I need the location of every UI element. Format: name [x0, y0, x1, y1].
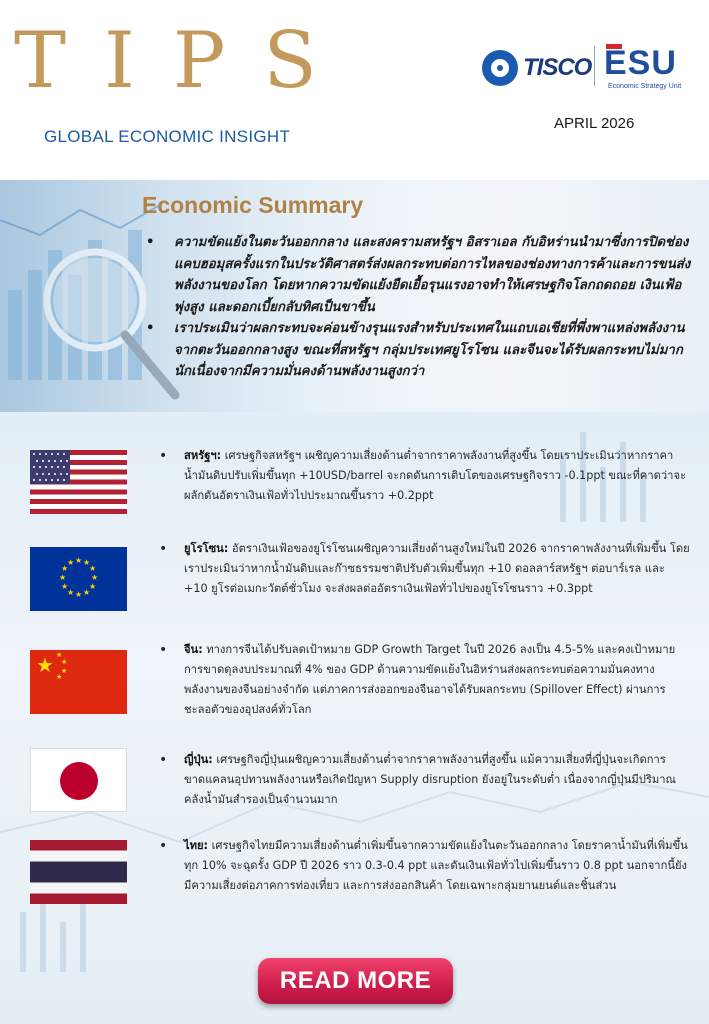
us-flag-star: [54, 473, 56, 475]
us-flag-star: [33, 453, 35, 455]
us-flag-star: [36, 460, 38, 462]
tisco-logo-icon: [482, 50, 518, 86]
partner-logos: [482, 44, 692, 90]
us-flag-star: [63, 479, 65, 481]
china-flag-icon: ★ ★ ★ ★ ★: [30, 650, 127, 714]
country-description: เศรษฐกิจไทยมีความเสี่ยงด้านต่ำเพิ่มขึ้นจากความขัดแย้งในตะวันออกกลาง โดยราคาน้ำมันที่เพิ่มขึ้นทุก 10% จะฉุดรั้ง GDP ปี 2026 ราว 0.3-0.4 ppt และดันเงินเฟ้อทั่วไปเพิ่มขึ้นราว 0.8 ppt นอกจากนี้ยังมีความเสี่ยงต่อภาคการท่องเที่ยว และการส่งออกสินค้า โดยเฉพาะกลุ่มยานยนต์และชิ้นส่วน: [184, 839, 688, 892]
esu-logo-subtitle: Economic Strategy Unit: [608, 83, 682, 90]
country-description: อัตราเงินเฟ้อของยูโรโซนเผชิญความเสี่ยงด้านสูงใหม่ในปี 2026 จากราคาพลังงานที่เพิ่มขึ้น โดยเราประเมินว่าหากน้ำมันดิบและก๊าซธรรมชาติปรับตัวเพิ่มขึ้นทุก +10 ดอลลาร์สหรัฐฯ ต่อบาร์เรล และ +10 ยูโรต่อเมกะวัตต์ชั่วโมง จะส่งผลต่ออัตราเงินเฟ้อทั่วไปของยูโรโซนราว +0.3ppt: [184, 542, 690, 595]
summary-bullet-list: [146, 232, 691, 383]
us-flag-star: [51, 453, 53, 455]
country-label: สหรัฐฯ:: [184, 449, 222, 462]
us-flag-icon: [30, 450, 127, 514]
us-flag-star: [48, 460, 50, 462]
japan-flag-icon: [30, 748, 127, 812]
brand-subtitle: GLOBAL ECONOMIC INSIGHT: [44, 127, 291, 146]
us-flag-star: [60, 473, 62, 475]
us-flag-star: [57, 453, 59, 455]
us-flag-star: [39, 453, 41, 455]
us-flag-star: [57, 479, 59, 481]
us-flag-star: [33, 466, 35, 468]
brand-title: TIPS: [14, 16, 355, 106]
bullet-dot: •: [159, 838, 168, 854]
economic-summary-section: [0, 180, 709, 412]
tisco-logo-text: TISCO: [523, 54, 592, 81]
us-flag-star: [51, 466, 53, 468]
us-flag-star: [45, 453, 47, 455]
country-description: เศรษฐกิจสหรัฐฯ เผชิญความเสี่ยงด้านต่ำจากราคาพลังงานที่สูงขึ้น โดยเราประเมินว่าหากราคาน้ำมันดิบปรับเพิ่มขึ้นทุก +10USD/barrel จะกดดันการเติบโตของเศรษฐกิจราว -0.1ppt ขณะที่คาดว่าจะผลักดันอัตราเงินเฟ้อทั่วไปประมาณขึ้นราว +0.2ppt: [184, 449, 687, 502]
summary-bullet: • ความขัดแย้งในตะวันออกกลาง และสงครามสหรัฐฯ อิสราเอล กับอิหร่านนำมาซึ่งการปิดช่องแคบฮอมุสครั้งแรกในประวัติศาสตร์ส่งผลกระทบต่อการไหลของช่องทางการค้าและการขนส่งพลังงานของโลก โดยหากความขัดแย้งยืดเยื้อรุนแรงอาจทำให้เศรษฐกิจโลกถดถอย เงินเฟ้อพุ่งสูง และดอกเบี้ยกลับทิศเป็นขาขึ้น: [146, 232, 691, 318]
us-flag-star: [39, 479, 41, 481]
japan-flag-disc: [60, 762, 98, 800]
country-description: ทางการจีนได้ปรับลดเป้าหมาย GDP Growth Target ในปี 2026 ลงเป็น 4.5-5% และคงเป้าหมายการขาดดุลงบประมาณที่ 4% ของ GDP ด้านความขัดแย้งในอิหร่านส่งผลกระทบต่อความมั่นคงทางพลังงานของจีนอย่างจำกัด แต่ภาคการส่งออกของจีนอาจได้รับผลกระทบ (Spillover Effect) ผ่านการชะลอตัวของอุปสงค์ทั่วโลก: [184, 643, 676, 716]
read-more-button[interactable]: READ MORE: [258, 958, 453, 1004]
us-flag-star: [33, 479, 35, 481]
country-label: จีน:: [184, 643, 203, 656]
us-flag-star: [48, 473, 50, 475]
header: [0, 0, 709, 180]
us-flag-star: [42, 460, 44, 462]
us-flag-star: [63, 453, 65, 455]
country-label: ญี่ปุ่น:: [184, 753, 213, 766]
us-flag-star: [36, 473, 38, 475]
country-label: ไทย:: [184, 839, 209, 852]
logo-divider: [594, 46, 595, 86]
country-description: เศรษฐกิจญี่ปุ่นเผชิญความเสี่ยงด้านต่ำจากราคาพลังงานที่สูงขึ้น แม้ความเสี่ยงที่ญี่ปุ่นจะเกิดการขาดแคลนอุปทานพลังงานหรือเกิดปัญหา Supply disruption ยังอยู่ในระดับต่ำ เนื่องจากญี่ปุ่นมีปริมาณคลังน้ำมันสำรองเป็นจำนวนมาก: [184, 753, 676, 806]
country-text-china: [159, 640, 691, 720]
country-label: ยูโรโซน:: [184, 542, 229, 555]
us-flag-star: [57, 466, 59, 468]
eu-flag-icon: ★ ★ ★ ★ ★ ★ ★ ★ ★ ★ ★ ★: [30, 547, 127, 611]
summary-bullet: • เราประเมินว่าผลกระทบจะค่อนข้างรุนแรงสำหรับประเทศในแถบเอเชียที่พึ่งพาแหล่งพลังงานจากตะวันออกกลางสูง ขณะที่สหรัฐฯ กลุ่มประเทศยูโรโซน และจีนจะได้รับผลกระทบไม่มากนักเนื่องจากมีความมั่นคงด้านพลังงานสูงกว่า: [146, 318, 691, 383]
us-flag-star: [45, 479, 47, 481]
country-text-japan: [159, 750, 691, 810]
country-text-eurozone: [159, 539, 691, 599]
us-flag-star: [42, 473, 44, 475]
issue-date: APRIL 2026: [554, 115, 635, 132]
thailand-flag-icon: [30, 840, 127, 904]
summary-title: Economic Summary: [142, 192, 364, 218]
us-flag-star: [45, 466, 47, 468]
us-flag-star: [60, 460, 62, 462]
bullet-dot: •: [159, 541, 168, 557]
country-text-thailand: [159, 836, 691, 896]
us-flag-star: [63, 466, 65, 468]
bullet-dot: •: [159, 642, 168, 658]
bullet-dot: •: [159, 448, 168, 464]
esu-logo-text: ESU: [604, 44, 677, 82]
us-flag-star: [39, 466, 41, 468]
us-flag-star: [66, 460, 68, 462]
bullet-dot: •: [159, 752, 168, 768]
country-text-us: [159, 446, 691, 506]
us-flag-star: [66, 473, 68, 475]
us-flag-canton: [30, 450, 70, 484]
country-outlook-section: [0, 412, 709, 1024]
us-flag-star: [54, 460, 56, 462]
us-flag-star: [51, 479, 53, 481]
